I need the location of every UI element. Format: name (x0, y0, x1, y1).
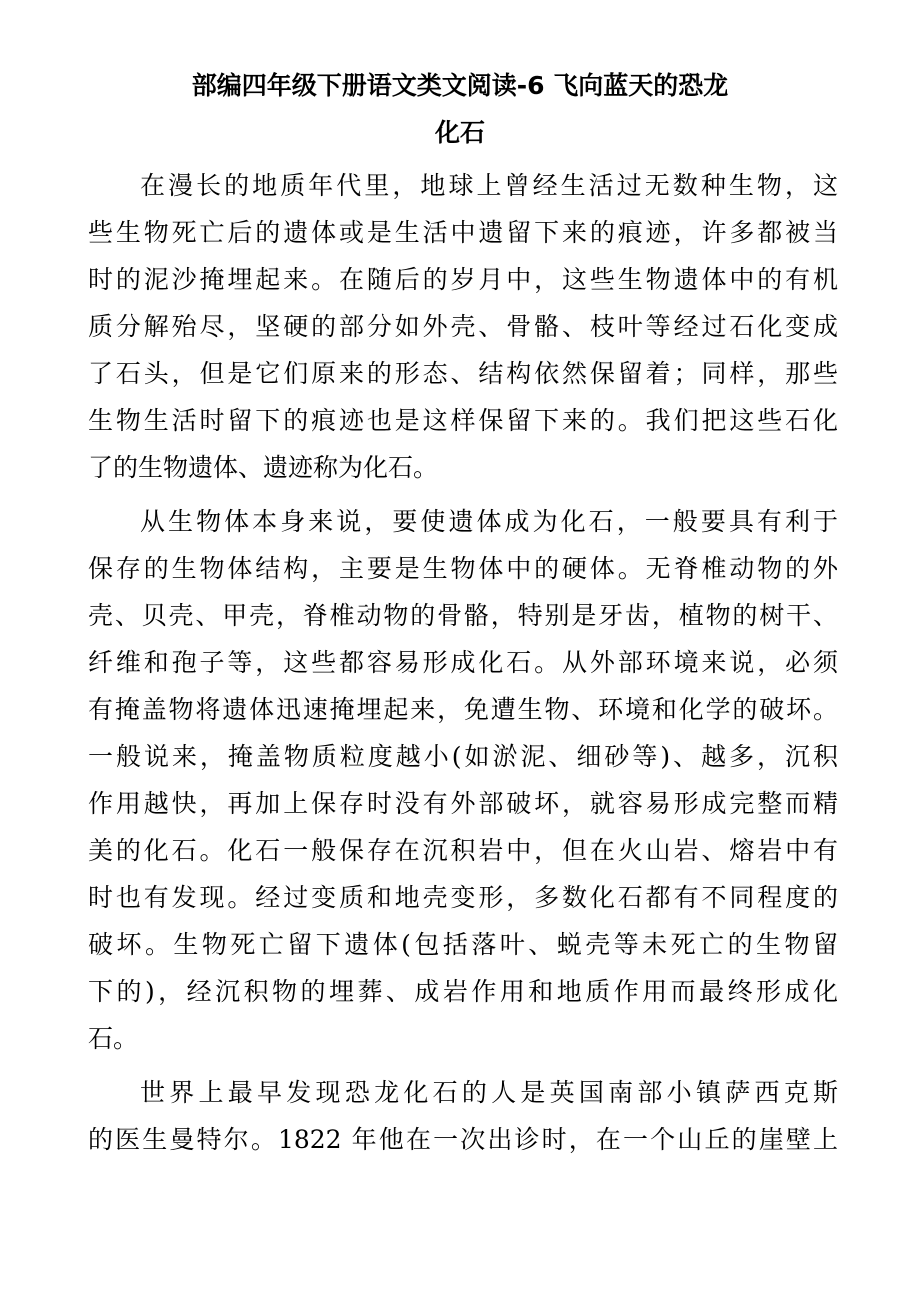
text-line: 生物生活时留下的痕迹也是这样保留下来的。我们把这些石化 (88, 406, 838, 435)
text-line: 世界上最早发现恐龙化石的人是英国南部小镇萨西克斯 (140, 1078, 838, 1107)
article-title: 化石 (434, 118, 485, 147)
paragraph-3 (88, 1069, 838, 1163)
text-line: 些生物死亡后的遗体或是生活中遗留下来的痕迹，许多都被当 (88, 218, 838, 247)
text-line: 有掩盖物将遗体迅速掩埋起来，免遭生物、环境和化学的破坏。 (88, 695, 838, 724)
text-line: 在漫长的地质年代里，地球上曾经生活过无数种生物，这 (140, 171, 838, 200)
text-line: 质分解殆尽，坚硬的部分如外壳、骨骼、枝叶等经过石化变成 (88, 312, 838, 341)
text-line: 了的生物遗体、遗迹称为化石。 (88, 453, 439, 482)
text-line: 时也有发现。经过变质和地壳变形，多数化石都有不同程度的 (88, 883, 838, 912)
text-line: 纤维和孢子等，这些都容易形成化石。从外部环境来说，必须 (88, 648, 838, 677)
text-line: 下的)，经沉积物的埋葬、成岩作用和地质作用而最终形成化 (88, 977, 838, 1006)
paragraph-2 (88, 498, 838, 1062)
paragraph-1 (88, 162, 838, 491)
text-line: 的医生曼特尔。1822 年他在一次出诊时，在一个山丘的崖壁上 (88, 1125, 838, 1154)
text-line: 从生物体本身来说，要使遗体成为化石，一般要具有利于 (140, 507, 838, 536)
text-line: 时的泥沙掩埋起来。在随后的岁月中，这些生物遗体中的有机 (88, 265, 838, 294)
document-title: 部编四年级下册语文类文阅读-6 飞向蓝天的恐龙 (191, 71, 729, 100)
text-line: 作用越快，再加上保存时没有外部破坏，就容易形成完整而精 (88, 789, 838, 818)
text-line: 美的化石。化石一般保存在沉积岩中，但在火山岩、熔岩中有 (88, 836, 838, 865)
text-line: 了石头，但是它们原来的形态、结构依然保留着；同样，那些 (88, 359, 838, 388)
text-line: 保存的生物体结构，主要是生物体中的硬体。无脊椎动物的外 (88, 554, 838, 583)
article-body (88, 162, 838, 1163)
text-line: 破坏。生物死亡留下遗体(包括落叶、蜕壳等未死亡的生物留 (88, 930, 838, 959)
text-line: 石。 (88, 1024, 139, 1053)
text-line: 一般说来，掩盖物质粒度越小(如淤泥、细砂等)、越多，沉积 (88, 742, 838, 771)
text-line: 壳、贝壳、甲壳，脊椎动物的骨骼，特别是牙齿，植物的树干、 (88, 601, 838, 630)
